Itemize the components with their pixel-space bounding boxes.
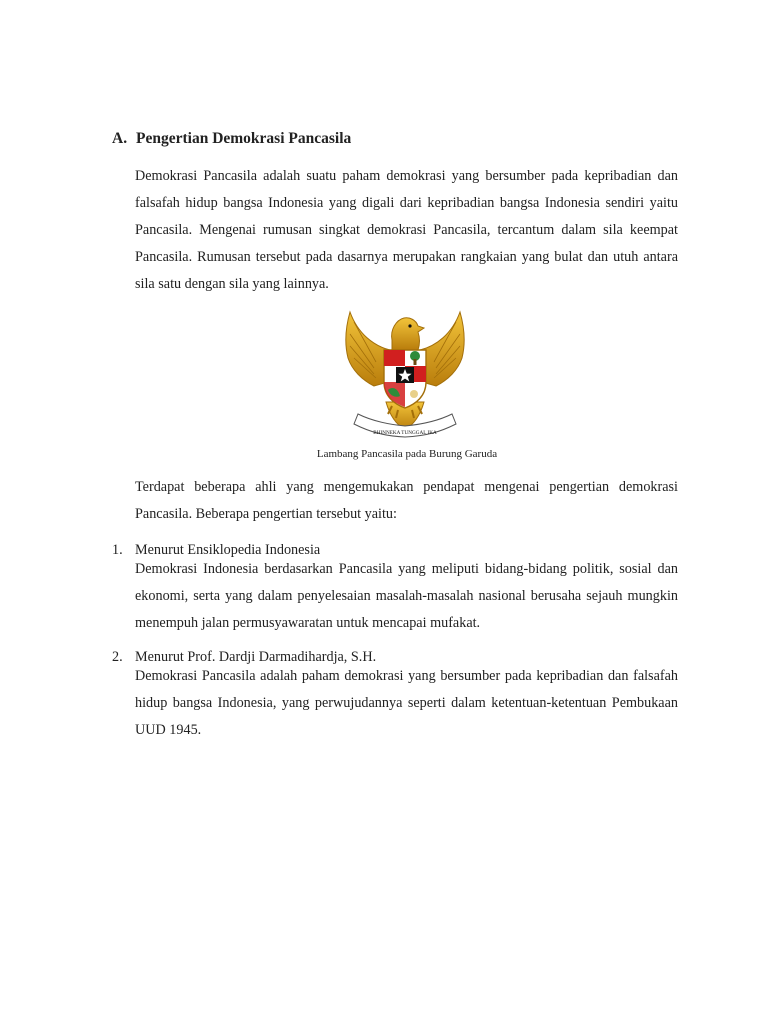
emblem-motto-text: BHINNEKA TUNGGAL IKA (373, 430, 437, 436)
list-item-body: Demokrasi Indonesia berdasarkan Pancasila yang meliputi bidang-bidang politik, sosial dan ekonomi, serta yang dalam penyelesaian masalah-masalah nasional berusaha sejauh mungkin menempuh jalan permusyawaratan untuk mencapai mufakat. (135, 561, 678, 631)
list-item-title: Menurut Ensiklopedia Indonesia (135, 542, 321, 558)
paragraph-definition: Demokrasi Pancasila adalah suatu paham demokrasi yang bersumber pada kepribadian dan falsafah hidup bangsa Indonesia yang digali dari kepribadian bangsa Indonesia sendiri yaitu Pancasila. Mengenai rumusan singkat demokrasi Pancasila, tercantum dalam sila keempat Pancasila. Rumusan tersebut pada dasarnya merupakan rangkaian yang bulat dan utuh antara sila satu dengan sila yang lainnya. (135, 168, 678, 292)
list-item-title: Menurut Prof. Dardji Darmadihardja, S.H. (135, 649, 377, 665)
section-heading (112, 130, 351, 148)
figure-caption: Lambang Pancasila pada Burung Garuda (316, 448, 498, 460)
list-item-body: Demokrasi Pancasila adalah paham demokrasi yang bersumber pada kepribadian dan falsafah hidup bangsa Indonesia, yang perwujudannya seperti dalam ketentuan-ketentuan Pembukaan UUD 1945. (135, 668, 678, 738)
list-number: 2. (112, 649, 123, 665)
section-title: Pengertian Demokrasi Pancasila (136, 130, 352, 147)
section-letter: A. (112, 130, 128, 147)
paragraph-intro-experts: Terdapat beberapa ahli yang mengemukakan pendapat mengenai pengertian demokrasi Pancasila. Beberapa pengertian tersebut yaitu: (135, 479, 678, 522)
garuda-emblem-image (340, 306, 470, 446)
garuda-pancasila-emblem (340, 306, 470, 446)
list-number: 1. (112, 542, 123, 558)
